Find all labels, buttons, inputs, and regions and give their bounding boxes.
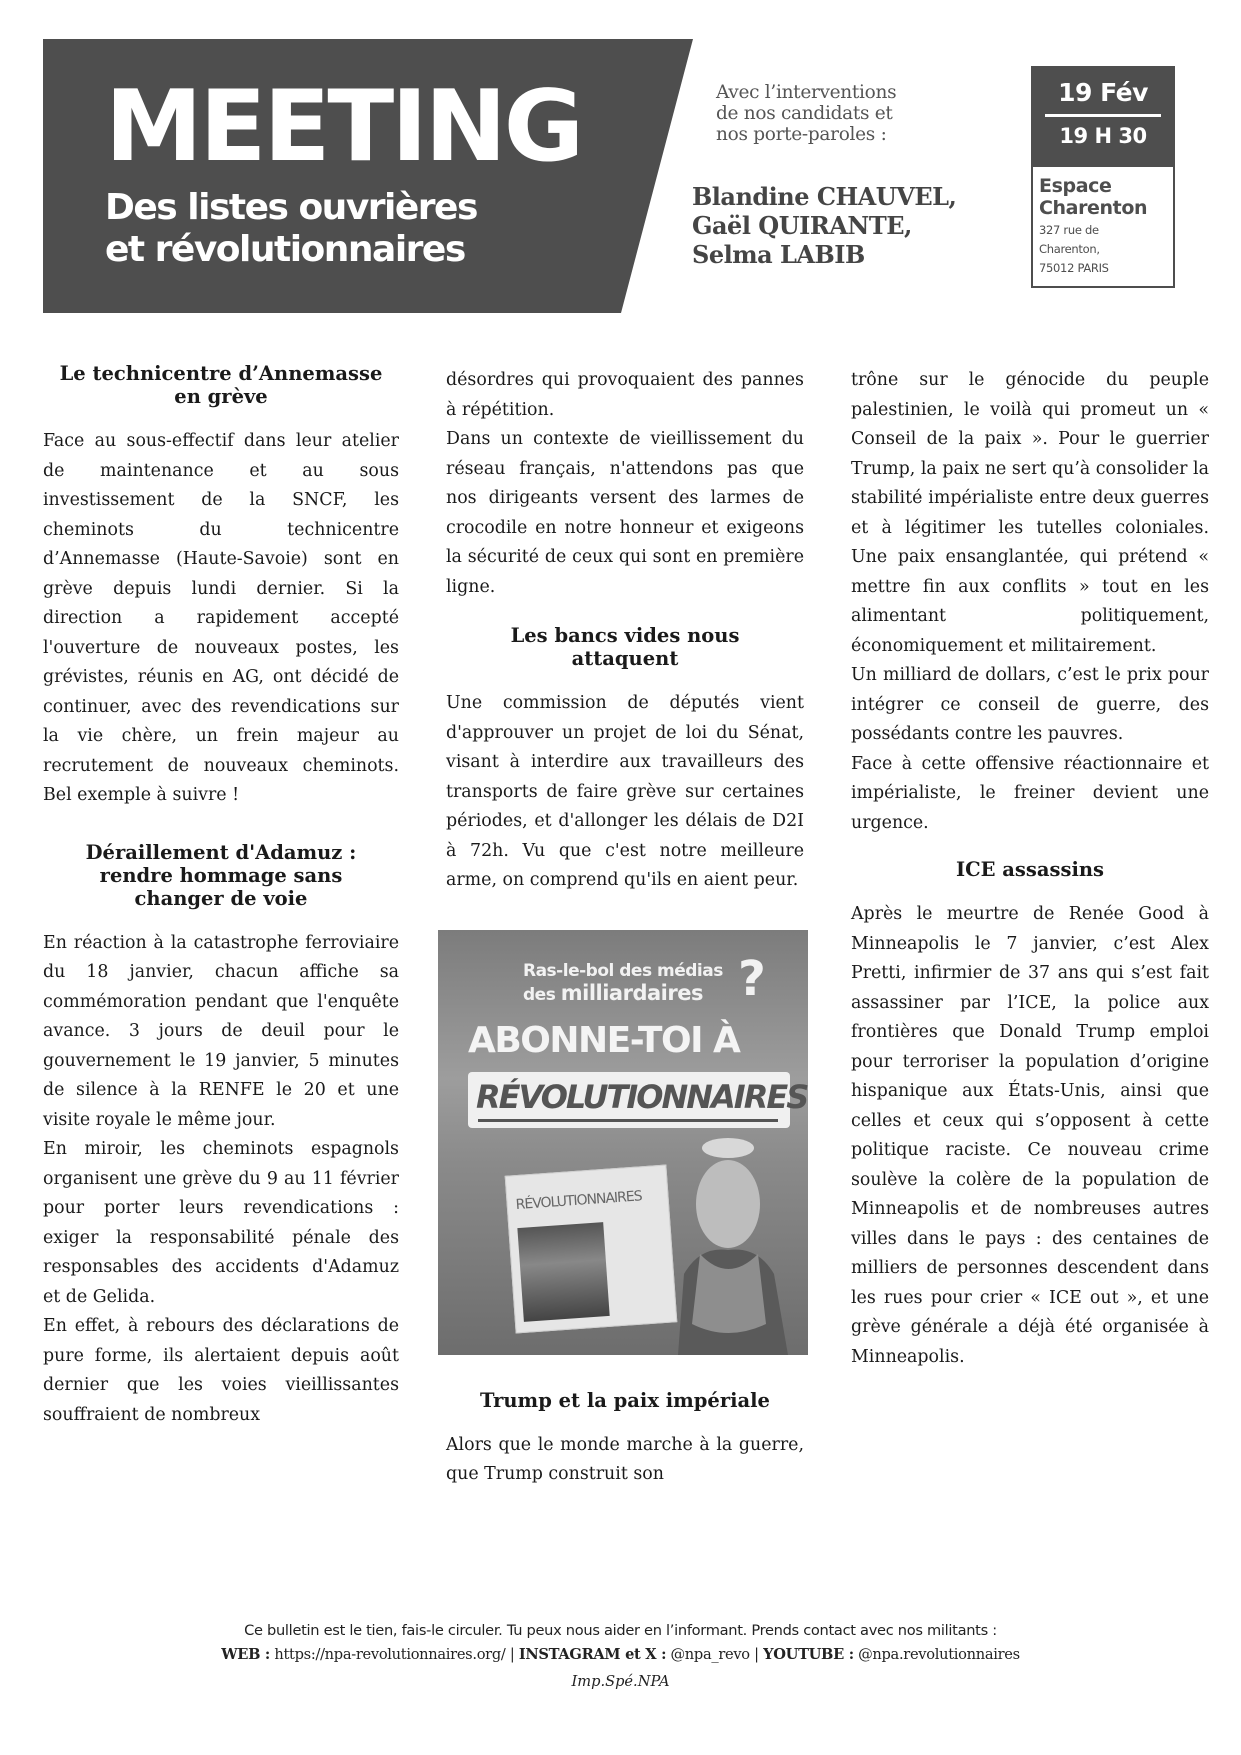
address-line: Charenton, [1039, 242, 1100, 256]
venue-name-line: Espace [1039, 175, 1112, 197]
address-line: 327 rue de [1039, 223, 1099, 237]
youtube-label: YOUTUBE : [763, 1646, 854, 1663]
speakers-intro [716, 82, 896, 145]
event-date-box [1031, 66, 1175, 288]
promo-question [523, 960, 723, 1006]
article-paragraph: trône sur le génocide du peuple palestinien, le voilà qui promeut un « Conseil de la paix ». Pour le guerrier Trump, la paix ne sert qu’à consolider la stabilité impérialiste entre deux guerres et à légitimer les tutelles coloniales. Une paix ensanglantée, qui prétend « mettre fin aux conflits » tout en les alimentant politiquement, économiquement et militairement. [851, 370, 1209, 656]
speaker-name: Blandine CHAUVEL, [692, 182, 957, 211]
article-title: Le technicentre d’Annemasse en grève [59, 362, 383, 408]
brand-underline [478, 1119, 778, 1122]
newspaper-illustration [505, 1164, 678, 1333]
banner-subtitle-line-2: et révolutionnaires [105, 229, 465, 270]
article-paragraph: désordres qui provoquaient des pannes à répétition. [446, 370, 804, 420]
article-paragraph: Face à cette offensive réactionnaire et impérialiste, le freiner devient une urgence. [851, 753, 1209, 833]
article-title: Les bancs vides nous attaquent [510, 624, 740, 670]
column-2 [446, 366, 808, 1490]
web-label: WEB : [221, 1646, 271, 1663]
promo-cta: ABONNE-TOI À [468, 1019, 740, 1061]
article-paragraph: Après le meurtre de Renée Good à Minneapolis le 7 janvier, c’est Alex Pretti, infirmier de 37 ans qui s’est fait assassiner par l’ICE, la police aux frontières que Donald Trump emploi pour terroriser la population d’origine hispanique aux États-Unis, ainsi que celles et ceux qui s’opposent à cette politique raciste. Ce nouveau crime soulève la colère de la population de Minneapolis et de nombreuses autres villes dans le pays : des centaines de milliers de personnes descendent dans les rues pour crier « ICE out », et une grève générale a déjà été organisée à Minneapolis. [851, 904, 1209, 1367]
column-3 [851, 366, 1209, 1372]
intro-line: Avec l’interventions [716, 82, 897, 103]
event-time: 19 H 30 [1059, 124, 1147, 148]
venue-address [1039, 221, 1167, 278]
meeting-banner [43, 39, 693, 313]
question-mark-icon: ? [738, 950, 766, 1007]
column-1 [43, 362, 399, 1430]
promo-brand-badge [468, 1072, 808, 1128]
article-paragraph: En effet, à rebours des déclarations de pure forme, ils alertaient depuis août dernier que les voies vieillissantes souffraient de nombreux [43, 1316, 399, 1425]
venue-name [1039, 175, 1167, 219]
separator: | [754, 1646, 759, 1663]
subscription-promo-image[interactable] [438, 930, 808, 1355]
newspaper-photo [517, 1222, 609, 1322]
article-paragraph: Dans un contexte de vieillissement du réseau français, n'attendons pas que nos dirigeants versent des larmes de crocodile en notre honneur et exigeons la sécurité de ceux qui sont en première ligne. [446, 429, 804, 597]
banner-subtitle [105, 187, 477, 271]
article-title: ICE assassins [955, 858, 1105, 881]
banner-subtitle-line-1: Des listes ouvrières [105, 187, 477, 228]
speakers-list [692, 182, 956, 269]
article-paragraph: Un milliard de dollars, c’est le prix pour intégrer ce conseil de guerre, des possédants contre les pauvres. [851, 665, 1209, 744]
date-divider [1045, 114, 1161, 117]
article-paragraph: En miroir, les cheminots espagnols organisent une grève du 9 au 11 février pour porter leurs revendications : exiger la responsabilité pénale des responsables des accidents d'Adamuz et de Gelida. [43, 1139, 399, 1307]
newspaper-title: RÉVOLUTIONNAIRES [515, 1187, 643, 1213]
footer-call-to-action: Ce bulletin est le tien, fais-le circuler. Tu peux nous aider en l’informant. Prends contact avec nos militants : [244, 1622, 997, 1639]
intro-line: de nos candidats et [716, 103, 893, 124]
article-title: Déraillement d'Adamuz : rendre hommage sans changer de voie [85, 840, 357, 910]
social-label: INSTAGRAM et X : [518, 1646, 667, 1663]
article-title: Trump et la paix impériale [480, 1388, 770, 1412]
venue-block [1033, 167, 1173, 278]
speaker-name: Gaël QUIRANTE, [692, 211, 912, 240]
banner-title: MEETING [105, 70, 582, 184]
promo-question-line: des milliardaires [523, 980, 703, 1005]
separator: | [509, 1646, 515, 1663]
social-handle[interactable]: @npa_revo [670, 1646, 750, 1663]
article-paragraph: Face au sous-effectif dans leur atelier de maintenance et au sous investissement de la SNCF, les cheminots du technicentre d’Annemasse (Haute-Savoie) sont en grève depuis lundi dernier. Si la direction a rapidement accepté l'ouverture de nouveaux postes, les grévistes, réunis en AG, ont décidé de continuer, avec des revendications sur la vie chère, un frein majeur au recrutement de nouveaux cheminots. Bel exemple à suivre ! [43, 431, 399, 805]
venue-name-line: Charenton [1039, 197, 1148, 219]
article-paragraph: En réaction à la catastrophe ferroviaire du 18 janvier, chacun affiche sa commémoration pendant que l'enquête avance. 3 jours de deuil pour le gouvernement le 19 janvier, 5 minutes de silence à la RENFE le 20 et une visite royale le même jour. [43, 932, 399, 1130]
footer-contacts [0, 1645, 1241, 1664]
date-time-block [1033, 68, 1173, 167]
promo-brand: RÉVOLUTIONNAIRES [476, 1077, 808, 1116]
web-link[interactable]: https://npa-revolutionnaires.org/ [274, 1646, 506, 1663]
speaker-name: Selma LABIB [692, 240, 865, 269]
imprint: Imp.Spé.NPA [571, 1673, 670, 1690]
person-illustration [670, 1134, 788, 1355]
address-line: 75012 PARIS [1039, 261, 1109, 275]
article-paragraph: Une commission de députés vient d'approuver un projet de loi du Sénat, visant à interdire aux travailleurs des transports de faire grève sur certaines périodes, et d'allonger les délais de D2I à 72h. Vu que c'est notre meilleure arme, on comprend qu'ils en aient peur. [446, 693, 804, 890]
promo-question-line: Ras-le-bol des médias [523, 960, 723, 981]
youtube-handle[interactable]: @npa.revolutionnaires [858, 1646, 1020, 1663]
event-date: 19 Fév [1058, 78, 1148, 107]
intro-line: nos porte-paroles : [716, 124, 887, 145]
article-paragraph: Alors que le monde marche à la guerre, que Trump construit son [446, 1434, 804, 1484]
